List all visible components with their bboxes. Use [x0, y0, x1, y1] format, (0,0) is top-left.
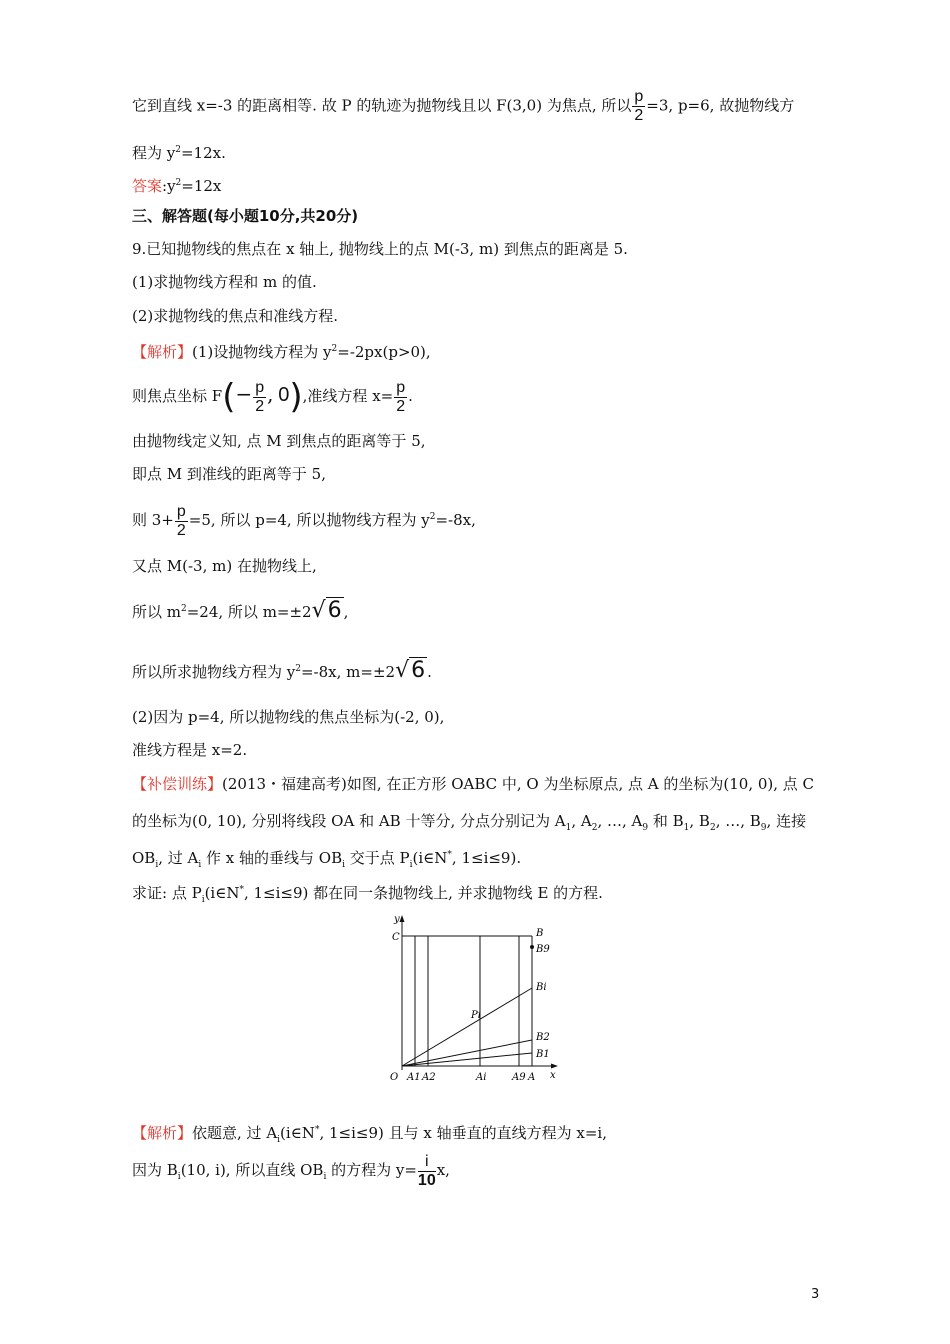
text-segment: (i∈N: [204, 884, 240, 902]
text-segment: , 1≤i≤9).: [451, 849, 522, 867]
subscript: i: [323, 1172, 327, 1182]
point-B9: [530, 945, 534, 949]
solution-line-9: (2)因为 p=4, 所以抛物线的焦点坐标为(-2, 0),: [132, 708, 445, 726]
question-9-part-1: (1)求抛物线方程和 m 的值.: [132, 273, 317, 291]
solution-line-4: 即点 M 到准线的距离等于 5,: [132, 465, 326, 483]
superscript: 2: [181, 604, 187, 614]
label-Bi: Bi: [536, 982, 547, 993]
label-B: B: [536, 928, 544, 939]
superscript: 2: [295, 664, 301, 674]
label-B2: B2: [536, 1032, 550, 1043]
text-segment: =3, p=6, 故抛物线方: [646, 96, 795, 115]
text-segment: 的方程为 y=: [326, 1161, 417, 1179]
text-segment: 依题意, 过 A: [192, 1124, 278, 1142]
text-line-1: [132, 88, 794, 125]
text-segment: 所以 m: [132, 603, 181, 621]
solution-label: 【解析】: [132, 1124, 193, 1142]
text-segment: 则焦点坐标 F: [132, 387, 223, 405]
text-segment: , B: [689, 812, 710, 830]
question-9: 9.已知抛物线的焦点在 x 轴上, 抛物线上的点 M(-3, m) 到焦点的距离是 5.: [132, 240, 628, 258]
ray-OB1: [402, 1053, 532, 1066]
answer-line: [132, 173, 221, 196]
y-axis-arrow: [400, 915, 405, 922]
label-Ai: Ai: [476, 1072, 487, 1082]
denominator: 2: [176, 521, 186, 539]
subscript: 9: [760, 823, 767, 833]
sqrt-6: [395, 657, 427, 683]
sqrt-6: [312, 597, 344, 623]
numerator: p: [255, 378, 265, 396]
label-y: y: [394, 914, 400, 925]
superscript: 2: [429, 512, 436, 522]
text-segment: (i∈N: [280, 1124, 315, 1142]
subscript: i: [155, 860, 159, 870]
section-title: 三、解答题(每小题10分,共20分): [132, 207, 359, 225]
compensation-line-4: [132, 880, 603, 910]
text-segment: x,: [436, 1161, 450, 1179]
label-B1: B1: [536, 1049, 550, 1060]
x-axis-arrow: [551, 1064, 558, 1069]
radicand: 6: [327, 598, 342, 623]
superscript: *: [447, 850, 452, 860]
radicand: 6: [411, 658, 426, 683]
denominator: 2: [634, 107, 644, 124]
text-segment: =12x.: [180, 144, 226, 162]
text-segment: 交于点 P: [345, 849, 410, 867]
text-segment: =24, 所以 m=±2: [186, 603, 312, 621]
subscript: 1: [565, 823, 572, 833]
text-segment: .: [408, 387, 413, 405]
numerator: p: [634, 88, 644, 105]
solution2-line-1: [132, 1120, 607, 1150]
text-segment: =-8x, m=±2: [300, 663, 396, 681]
text-segment: ,准线方程 x=: [302, 387, 394, 405]
text-segment: 求证: 点 P: [132, 884, 202, 902]
subscript: 9: [642, 823, 649, 833]
subscript: i: [409, 860, 413, 870]
text-segment: (1)设抛物线方程为 y: [192, 343, 332, 361]
text-segment: 因为 B: [132, 1161, 178, 1179]
superscript: *: [314, 1125, 320, 1135]
label-x: x: [550, 1070, 556, 1081]
fraction-p-over-2: [175, 503, 188, 540]
text-segment: , 连接: [766, 812, 807, 830]
denominator: 2: [396, 397, 406, 415]
text-segment: , 过 A: [158, 849, 199, 867]
left-paren: (: [222, 377, 236, 417]
label-Pi: Pi: [471, 1010, 481, 1021]
solution-line-10: 准线方程是 x=2.: [132, 741, 248, 759]
fraction-p-over-2: [632, 88, 645, 125]
page-number: 3: [811, 1287, 820, 1302]
superscript: 2: [331, 344, 338, 354]
text-segment: ,: [343, 603, 349, 621]
denominator: 2: [255, 397, 265, 415]
sqrt-sign: √: [395, 658, 410, 683]
text-segment: , A: [571, 812, 592, 830]
text-segment: 的坐标为(0, 10), 分别将线段 OA 和 AB 十等分, 分点分别记为 A: [132, 812, 566, 830]
text-segment: =12x: [181, 177, 222, 195]
subscript: i: [177, 1172, 181, 1182]
text-segment: 则 3+: [132, 511, 174, 529]
subscript: i: [198, 860, 202, 870]
text-segment: =-8x,: [435, 511, 476, 529]
subscript: 1: [683, 823, 690, 833]
right-paren: ): [289, 377, 303, 417]
solution-line-1: [132, 339, 431, 362]
solution-label: 【解析】: [132, 343, 193, 361]
text-segment: OB: [132, 849, 156, 867]
solution-line-8: [132, 652, 432, 689]
answer-label: 答案: [132, 177, 163, 195]
text-segment: , …, A: [597, 812, 643, 830]
ray-OB2: [402, 1040, 532, 1066]
subscript: i: [342, 860, 345, 870]
subscript: 2: [709, 823, 716, 833]
label-A1: A1: [407, 1072, 421, 1082]
superscript: *: [239, 885, 244, 895]
subscript: i: [277, 1135, 281, 1145]
text-segment: 它到直线 x=-3 的距离相等. 故 P 的轨迹为抛物线且以 F(3,0) 为焦点, 所以: [132, 96, 632, 115]
label-O: O: [390, 1072, 399, 1082]
numerator: p: [396, 378, 406, 396]
minus-sign: −: [235, 382, 253, 406]
superscript: 2: [175, 178, 182, 188]
solution-line-7: [132, 592, 348, 629]
text-segment: (i∈N: [412, 849, 448, 867]
square-figure: [382, 912, 562, 1082]
text-segment: =5, 所以 p=4, 所以抛物线方程为 y: [188, 511, 430, 529]
compensation-line-1: [132, 774, 814, 794]
compensation-label: 【补偿训练】: [132, 775, 223, 793]
subscript: i: [201, 895, 205, 905]
fraction-i-over-10: [418, 1153, 436, 1190]
solution-line-6: 又点 M(-3, m) 在抛物线上,: [132, 557, 317, 575]
text-segment: 和 B: [648, 812, 684, 830]
text-segment: =-2px(p>0),: [337, 343, 431, 361]
label-B9: B9: [536, 944, 550, 955]
label-A9: A9: [512, 1072, 526, 1082]
denominator: 10: [417, 1171, 436, 1189]
fraction-p-over-2: [394, 379, 407, 416]
text-segment: 所以所求抛物线方程为 y: [132, 663, 296, 681]
text-segment: 程为 y: [132, 144, 176, 162]
label-C: C: [392, 932, 400, 943]
superscript: 2: [175, 145, 181, 155]
numerator: p: [176, 502, 186, 520]
solution-line-2: [132, 374, 413, 417]
ray-OBi: [402, 988, 532, 1066]
subscript: 2: [591, 823, 598, 833]
compensation-line-3: [132, 845, 521, 875]
text-line-2: [132, 140, 226, 163]
solution-line-5: [132, 497, 476, 540]
zero: 0: [278, 384, 290, 406]
text-segment: :y: [162, 177, 176, 195]
fraction-p-over-2: [253, 379, 266, 416]
question-9-part-2: (2)求抛物线的焦点和准线方程.: [132, 307, 339, 325]
label-A2: A2: [422, 1072, 436, 1082]
text-segment: , 1≤i≤9) 都在同一条抛物线上, 并求抛物线 E 的方程.: [243, 884, 603, 902]
text-segment: , …, B: [715, 812, 761, 830]
text-segment: (2013・福建高考)如图, 在正方形 OABC 中, O 为坐标原点, 点 A 的坐标为(10, 0), 点 C: [222, 775, 815, 793]
solution-line-3: 由抛物线定义知, 点 M 到焦点的距离等于 5,: [132, 432, 426, 450]
text-segment: .: [427, 663, 432, 681]
text-segment: , 1≤i≤9) 且与 x 轴垂直的直线方程为 x=i,: [319, 1124, 607, 1142]
label-A: A: [528, 1072, 536, 1082]
text-segment: (10, i), 所以直线 OB: [180, 1161, 324, 1179]
numerator: i: [418, 1153, 436, 1172]
compensation-line-2: [132, 811, 806, 838]
text-segment: 作 x 轴的垂线与 OB: [201, 849, 343, 867]
sqrt-sign: √: [311, 598, 326, 623]
comma: ,: [267, 382, 274, 406]
solution2-line-2: [132, 1150, 450, 1197]
